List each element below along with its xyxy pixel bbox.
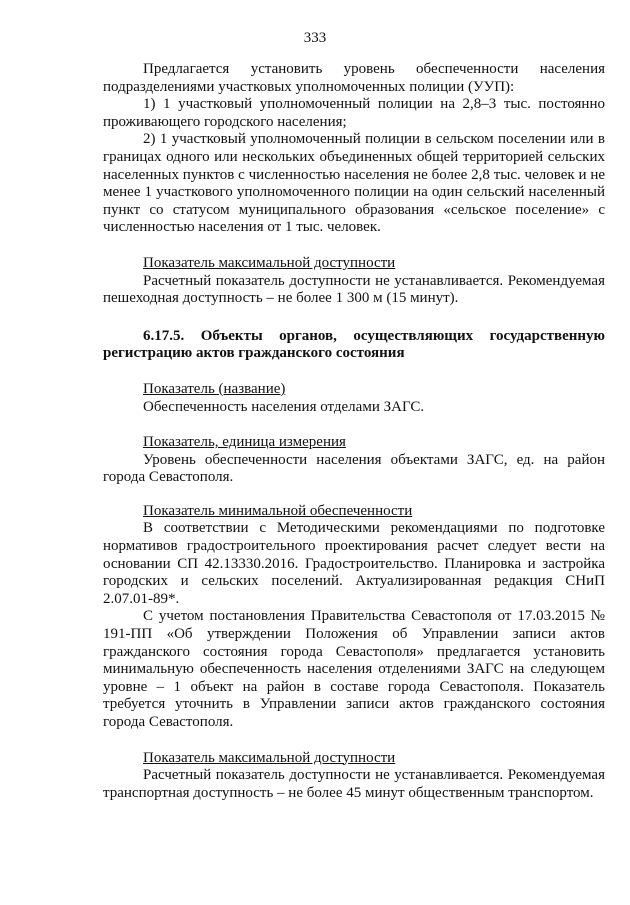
heading-indicator-unit: Показатель, единица измерения <box>143 434 346 451</box>
paragraph-pedestrian-accessibility: Расчетный показатель доступности не устанавливается. Рекомендуемая пешеходная доступность – не более 1 300 м (15 минут). <box>103 272 605 307</box>
paragraph-resolution: С учетом постановления Правительства Севастополя от 17.03.2015 № 191-ПП «Об утверждении Положения об Управлении записи актов гражданского состояния города Севастополя» предлагается установить минимальную обеспеченность населения отделениями ЗАГС на следующем уровне – 1 объект на район в составе города Севастополя. Показатель требуется уточнить в Управлении записи актов гражданского состояния города Севастополя. <box>103 608 605 730</box>
section-heading-6-17-5: 6.17.5. Объекты органов, осуществляющих государственную регистрацию актов гражданского состояния <box>103 327 605 362</box>
paragraph-methodical-recommendations: В соответствии с Методическими рекомендациями по подготовке нормативов градостроительного проектирования расчет следует вести на основании СП 42.13330.2016. Градостроительство. Планировка и застройка городских и сельских поселений. Актуализированная редакция СНиП 2.07.01-89*. <box>103 520 605 607</box>
heading-indicator-name: Показатель (название) <box>143 380 286 397</box>
paragraph-transport-accessibility: Расчетный показатель доступности не устанавливается. Рекомендуемая транспортная доступность – не более 45 минут общественным транспортом. <box>103 767 605 801</box>
heading-max-accessibility-2: Показатель максимальной доступности <box>143 749 396 766</box>
paragraph-indicator-name: Обеспеченность населения отделами ЗАГС. <box>143 398 425 415</box>
page-content <box>103 61 605 802</box>
paragraph-uup-urban: 1) 1 участковый уполномоченный полиции на 2,8–3 тыс. постоянно проживающего городского населения; <box>103 96 605 130</box>
paragraph-uup-intro: Предлагается установить уровень обеспеченности населения подразделениями участковых уполномоченных полиции (УУП): <box>103 61 605 95</box>
page-number: 333 <box>303 30 327 46</box>
heading-max-accessibility-1: Показатель максимальной доступности <box>143 254 396 271</box>
paragraph-indicator-unit: Уровень обеспеченности населения объектами ЗАГС, ед. на район города Севастополя. <box>103 451 605 486</box>
paragraph-uup-rural: 2) 1 участковый уполномоченный полиции в сельском поселении или в границах одного или нескольких объединенных общей территорией сельских населенных пунктов с численностью населения не более 2,8 тыс. человек и не менее 1 участкового уполномоченного полиции на один сельский населенный пункт со статусом муниципального образования «сельское поселение» с численностью населения от 1 тыс. человек. <box>103 131 605 236</box>
heading-min-provision: Показатель минимальной обеспеченности <box>143 502 413 519</box>
